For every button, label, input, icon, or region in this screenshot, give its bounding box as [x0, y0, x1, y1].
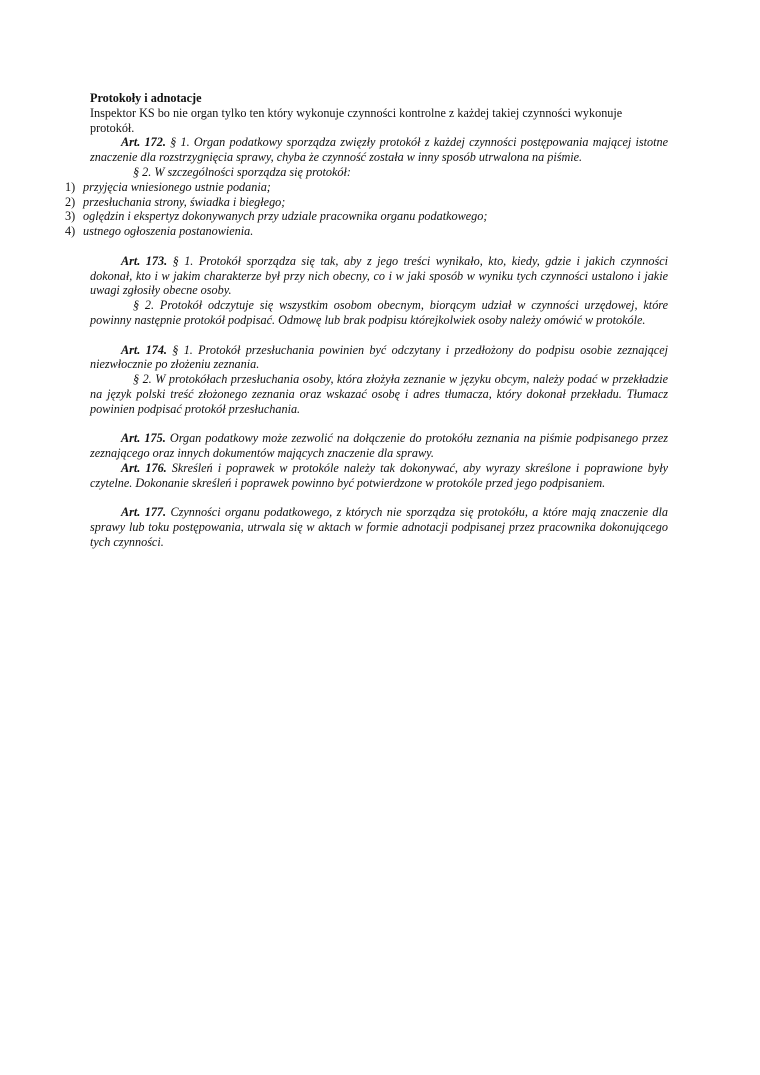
- article-173-label: Art. 173.: [121, 253, 168, 268]
- list-item-number: 4): [65, 224, 76, 239]
- article-173-par-1-text: § 1. Protokół sporządza się tak, aby z jego treści wynikało, kto, kiedy, gdzie i jakich czynności dokonał, kto i w jakim charakterze był przy nich obecny, co i w jaki sposób w wyniku tych czynności ustalono i jakie uwagi zgłosiły obecne osoby.: [90, 253, 668, 298]
- article-177-text: Czynności organu podatkowego, z których nie sporządza się protokółu, a które mają znaczenie dla sprawy lub toku postępowania, utrwala się w aktach w formie adnotacji podpisanej przez pracownika dokonującego tych czynności.: [90, 505, 668, 549]
- list-item-number: 2): [65, 194, 76, 209]
- article-175-text: Organ podatkowy może zezwolić na dołączenie do protokółu zeznania na piśmie podpisanego przez zeznającego oraz innych dokumentów mających znaczenie dla sprawy.: [90, 431, 669, 461]
- document-page: [65, 91, 669, 550]
- article-176-text: Skreśleń i poprawek w protokóle należy tak dokonywać, aby wyrazy skreślone i poprawione były czytelne. Dokonanie skreśleń i poprawek powinno być potwierdzone w protokóle przed jego podpisaniem.: [90, 460, 668, 490]
- article-175: [90, 431, 668, 461]
- spacer: [90, 417, 668, 432]
- article-175-label: Art. 175.: [121, 431, 166, 446]
- spacer: [90, 491, 668, 506]
- article-172-par-1: [90, 135, 668, 165]
- spacer: [90, 239, 668, 254]
- article-172-par-1-text: § 1. Organ podatkowy sporządza zwięzły protokół z każdej czynności postępowania mającej istotne znaczenie dla rozstrzygnięcia sprawy, chyba że czynność została w inny sposób utrwalona na piśmie.: [90, 135, 669, 165]
- section-heading: Protokoły i adnotacje: [90, 91, 202, 105]
- article-172-par-2: § 2. W szczególności sporządza się protokół:: [133, 164, 351, 179]
- list-item-text: ustnego ogłoszenia postanowienia.: [83, 224, 254, 239]
- list-item-text: przyjęcia wniesionego ustnie podania;: [83, 179, 271, 194]
- article-177: [90, 505, 668, 549]
- article-176-label: Art. 176.: [121, 460, 167, 475]
- article-174-label: Art. 174.: [121, 342, 167, 357]
- list-item-number: 3): [65, 209, 76, 224]
- list-item: [65, 209, 668, 224]
- spacer: [90, 328, 668, 343]
- list-item: [65, 195, 668, 210]
- list-item-text: oględzin i ekspertyz dokonywanych przy udziale pracownika organu podatkowego;: [83, 209, 488, 224]
- article-176: [90, 461, 668, 491]
- article-173-par-2: § 2. Protokół odczytuje się wszystkim osobom obecnym, biorącym udział w czynności urzędowej, które powinny następnie protokół podpisać. Odmowę lub brak podpisu którejkolwiek osoby należy omówić w protokóle.: [90, 298, 668, 327]
- article-174-par-1: [90, 343, 668, 373]
- article-172-label: Art. 172.: [121, 135, 166, 150]
- list-item-text: przesłuchania strony, świadka i biegłego;: [83, 194, 286, 209]
- article-177-label: Art. 177.: [121, 505, 167, 520]
- list-item: [65, 224, 668, 239]
- article-172-list: [65, 180, 668, 239]
- list-item-number: 1): [65, 179, 76, 194]
- article-173-par-1: [90, 254, 668, 298]
- list-item: [65, 180, 668, 195]
- article-174-par-2: § 2. W protokółach przesłuchania osoby, która złożyła zeznanie w języku obcym, należy podać w przekładzie na język polski treść złożonego zeznania oraz wskazać osobę i adres tłumacza, który dokonał przekładu. Tłumacz powinien podpisać protokół przesłuchania.: [90, 372, 668, 416]
- intro-note: Inspektor KS bo nie organ tylko ten który wykonuje czynności kontrolne z każdej takiej czynności wykonuje protokół.: [90, 105, 623, 135]
- article-174-par-1-text: § 1. Protokół przesłuchania powinien być odczytany i przedłożony do podpisu osobie zeznającej niezwłocznie po złożeniu zeznania.: [90, 342, 668, 372]
